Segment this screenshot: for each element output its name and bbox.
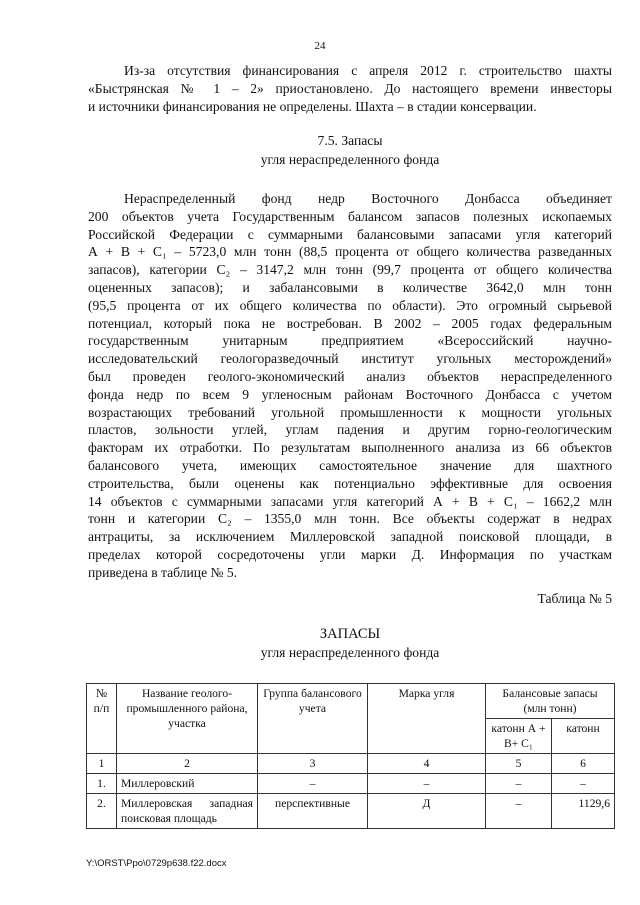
text-line: потенциал, который пока не востребован. В 2002 – 2005 годах федеральным [88,315,612,331]
section-heading: 7.5. Запасы [317,133,383,148]
header-reserves: Балансовые запасы (млн тонн) [486,684,615,719]
text-line: строительства, были оценены как потенциально эффективные для освоения [88,475,612,491]
file-path-footer: Y:\ORST\Ppo\0729p638.f22.docx [86,858,227,869]
text-line: 14 объектов с суммарными запасами угля категорий А + В + С₁ – 1662,2 млн [88,493,612,509]
table-index-row [87,754,615,774]
reserves-table [86,683,615,829]
table-cell: 3 [258,754,368,774]
text-line: и источники финансирования не определены. Шахта – в стадии консервации. [88,98,537,114]
text-line: А + В + С₁ – 5723,0 млн тонн (88,5 процента от общего количества разведанных [88,244,612,260]
text-line: антрациты, за исключением Миллеровской западной поисковой площади, в [88,529,612,545]
section-subtitle: угля нераспределенного фонда [260,152,440,167]
intro-paragraph [88,62,612,115]
text-line: был проведен геолого-экономический анализ объектов нераспределенного [88,368,612,384]
text-line: Из-за отсутствия финансирования с апреля 2012 г. строительство шахты [124,63,612,78]
text-line: возрастающих требований угольной промышленности к мощности угольных [88,404,612,420]
table-row [87,794,615,829]
text-line: балансового учета, имеющих самостоятельное значение для шахтного [88,457,612,473]
table-cell: 2 [117,754,258,774]
text-line: государственным унитарным предприятием «Всероссийский научно- [88,333,612,349]
text-line: исследовательский геологоразведочный институт угольных месторождений» [88,351,612,367]
text-line: факторам их отработки. По результатам выполненного анализа из 66 объектов [88,440,612,456]
page-number: 24 [314,40,326,52]
text-line: запасов), категории С₂ – 3147,2 млн тонн (99,7 процента от общего количества [88,262,612,278]
text-line: 200 объектов учета Государственным балансом запасов полезных ископаемых [88,208,612,224]
header-group: Группа балансового учета [258,684,368,754]
table-cell: Миллеровская западная поисковая площадь [117,794,258,829]
table-header-row [87,684,615,719]
table-cell: – [552,774,615,794]
table-cell: 1 [87,754,117,774]
table-cell: – [486,794,552,829]
table-label: Таблица № 5 [537,591,612,606]
text-line: (95,5 процента от их общего количества по области). Это огромный сырьевой [88,297,612,313]
header-num: № п/п [87,684,117,754]
table-cell: 1. [87,774,117,794]
text-line: приведена в таблице № 5. [88,564,238,580]
text-line: пределах которой сосредоточены угли марки Д. Информация по участкам [88,546,612,562]
table-cell: – [368,774,486,794]
text-line: Нераспределенный фонд недр Восточного Донбасса объединяет [124,191,612,206]
table-cell: Миллеровский [117,774,258,794]
table-title: ЗАПАСЫ [319,626,381,642]
table-cell: – [258,774,368,794]
text-line: оцененных запасов); и забалансовыми в количестве 3642,0 млн тонн [88,279,612,295]
table-cell: 6 [552,754,615,774]
table-cell: Д [368,794,486,829]
text-line: тонн и категории С₂ – 1355,0 млн тонн. Все объекты содержат в недрах [88,511,612,527]
table-cell: 4 [368,754,486,774]
table-cell: 5 [486,754,552,774]
text-line: Российской Федерации с суммарными балансовыми запасами угля категорий [88,226,612,242]
table-cell: 1129,6 [552,794,615,829]
header-brand: Марка угля [368,684,486,754]
table-row [87,774,615,794]
table-cell: перспективные [258,794,368,829]
text-line: фонда недр по всем 9 угленосным районам Восточного Донбасса с учетом [88,386,612,402]
body-paragraph [88,190,612,582]
table-subtitle: угля нераспределенного фонда [260,645,440,660]
table-cell: – [486,774,552,794]
header-cat-abc: катонн А + В+ С₁ [486,719,552,754]
table-cell: 2. [87,794,117,829]
text-line: пластов, зольности углей, углам падения и другим горно-геологическим [88,422,612,438]
header-name: Название геолого-промышленного района, участка [117,684,258,754]
header-cat-c2: катонн [552,719,615,754]
text-line: «Быстрянская № 1 – 2» приостановлено. До настоящего времени инвесторы [88,80,612,96]
